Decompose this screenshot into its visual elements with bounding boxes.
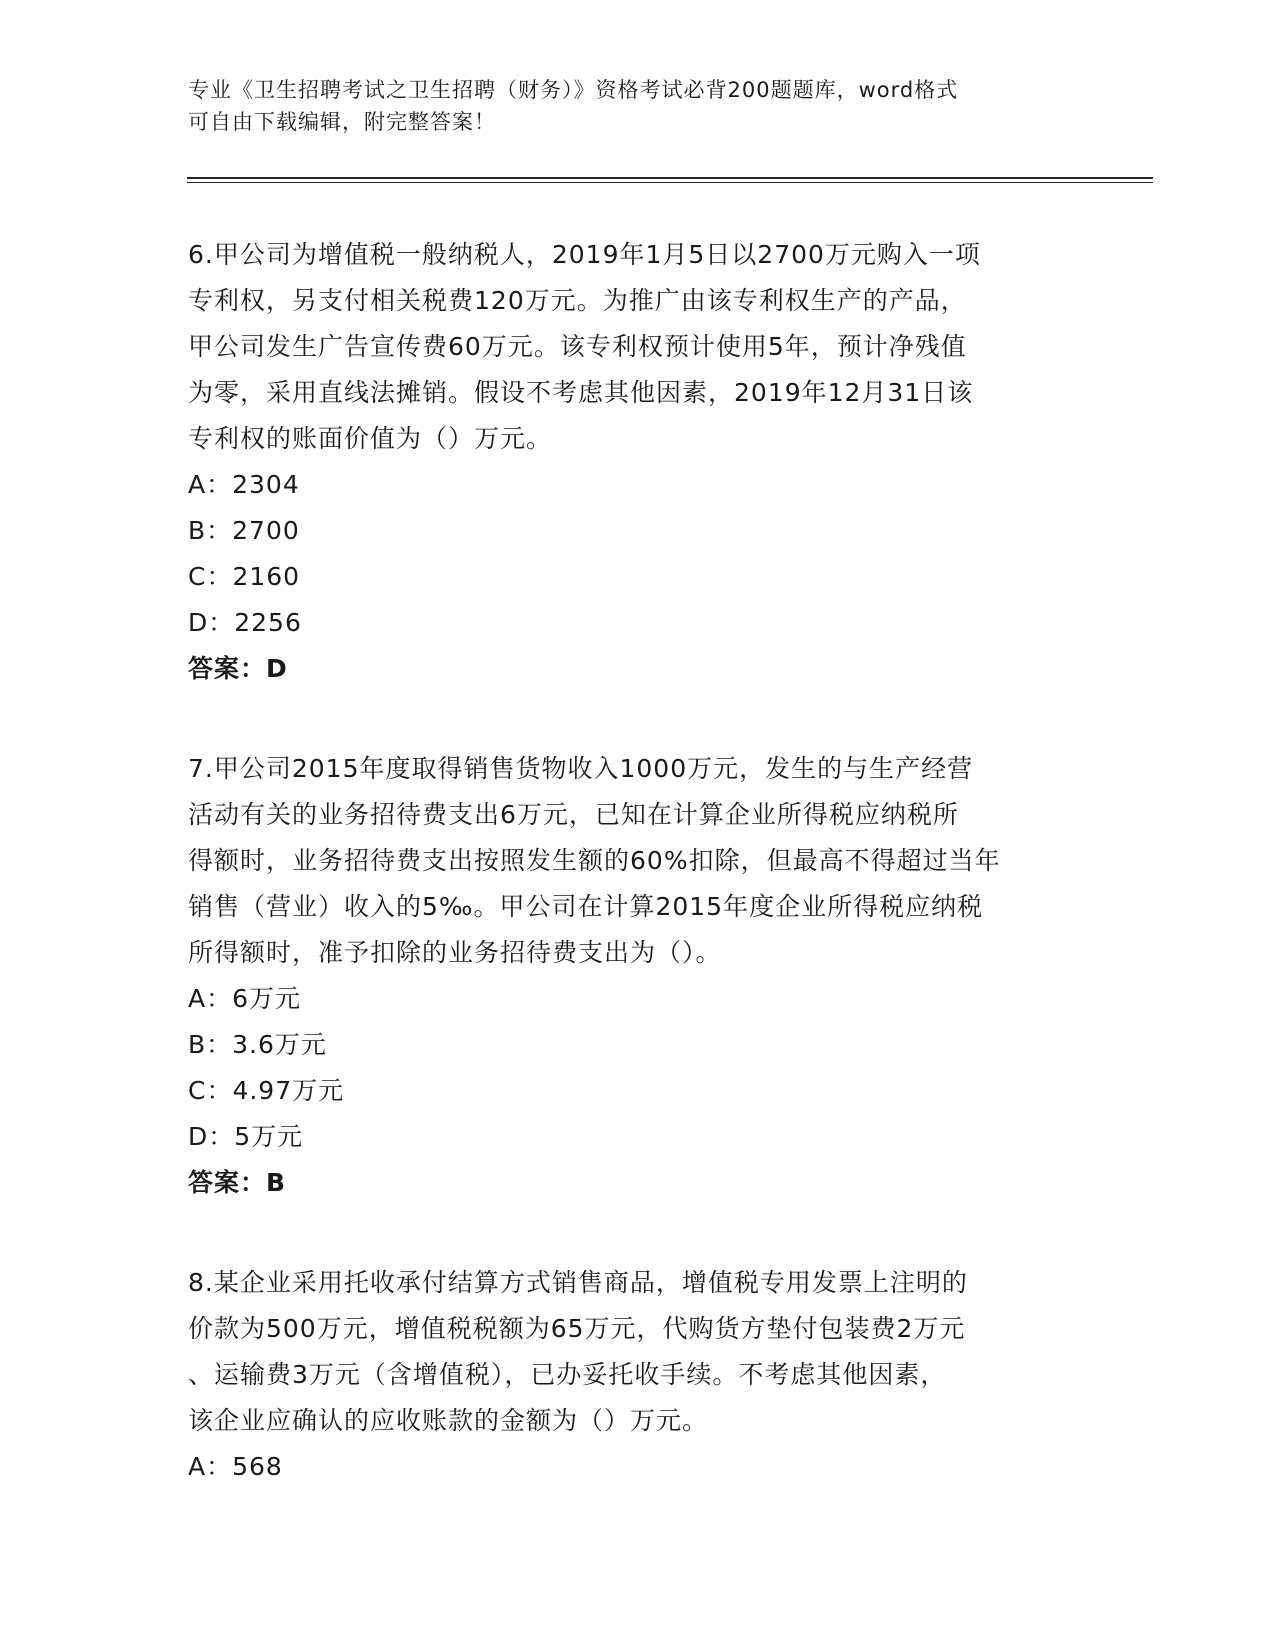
header-rule-thick <box>187 177 1153 179</box>
stem-line: 7.甲公司2015年度取得销售货物收入1000万元，发生的与生产经营 <box>188 754 974 783</box>
document-header <box>188 74 1068 138</box>
option-a: A：568 <box>188 1452 283 1481</box>
option-list <box>188 1444 1088 1490</box>
question-list <box>188 232 1088 1544</box>
option-list <box>188 462 1088 646</box>
header-rule-thin <box>187 182 1153 183</box>
option-a: A：2304 <box>188 470 300 499</box>
question-stem <box>188 232 1088 462</box>
stem-line: 得额时，业务招待费支出按照发生额的60%扣除，但最高不得超过当年 <box>188 846 1001 875</box>
question-stem <box>188 746 1088 976</box>
stem-line: 、运输费3万元（含增值税），已办妥托收手续。不考虑其他因素， <box>188 1360 947 1389</box>
stem-line: 销售（营业）收入的5‰。甲公司在计算2015年度企业所得税应纳税 <box>188 892 984 921</box>
answer: 答案：D <box>188 654 288 683</box>
question-6 <box>188 232 1088 692</box>
option-a: A：6万元 <box>188 984 302 1013</box>
stem-line: 活动有关的业务招待费支出6万元，已知在计算企业所得税应纳税所 <box>188 800 959 829</box>
question-8 <box>188 1260 1088 1490</box>
option-b: B：2700 <box>188 516 300 545</box>
answer: 答案：B <box>188 1168 287 1197</box>
stem-line: 所得额时，准予扣除的业务招待费支出为（）。 <box>188 938 722 967</box>
stem-line: 6.甲公司为增值税一般纳税人，2019年1月5日以2700万元购入一项 <box>188 240 981 269</box>
option-c: C：2160 <box>188 562 301 591</box>
stem-line: 专利权的账面价值为（）万元。 <box>188 424 553 453</box>
option-list <box>188 976 1088 1160</box>
option-d: D：2256 <box>188 608 302 637</box>
option-d: D：5万元 <box>188 1122 304 1151</box>
question-stem <box>188 1260 1088 1444</box>
option-b: B：3.6万元 <box>188 1030 327 1059</box>
stem-line: 甲公司发生广告宣传费60万元。该专利权预计使用5年，预计净残值 <box>188 332 967 361</box>
header-line-1: 专业《卫生招聘考试之卫生招聘（财务）》资格考试必背200题题库，word格式 <box>188 78 959 102</box>
stem-line: 专利权，另支付相关税费120万元。为推广由该专利权生产的产品， <box>188 286 967 315</box>
stem-line: 8.某企业采用托收承付结算方式销售商品，增值税专用发票上注明的 <box>188 1268 968 1297</box>
option-c: C：4.97万元 <box>188 1076 345 1105</box>
stem-line: 价款为500万元，增值税税额为65万元，代购货方垫付包装费2万元 <box>188 1314 966 1343</box>
header-line-2: 可自由下载编辑，附完整答案！ <box>188 110 496 134</box>
stem-line: 为零，采用直线法摊销。假设不考虑其他因素，2019年12月31日该 <box>188 378 974 407</box>
question-7 <box>188 746 1088 1206</box>
stem-line: 该企业应确认的应收账款的金额为（）万元。 <box>188 1406 709 1435</box>
